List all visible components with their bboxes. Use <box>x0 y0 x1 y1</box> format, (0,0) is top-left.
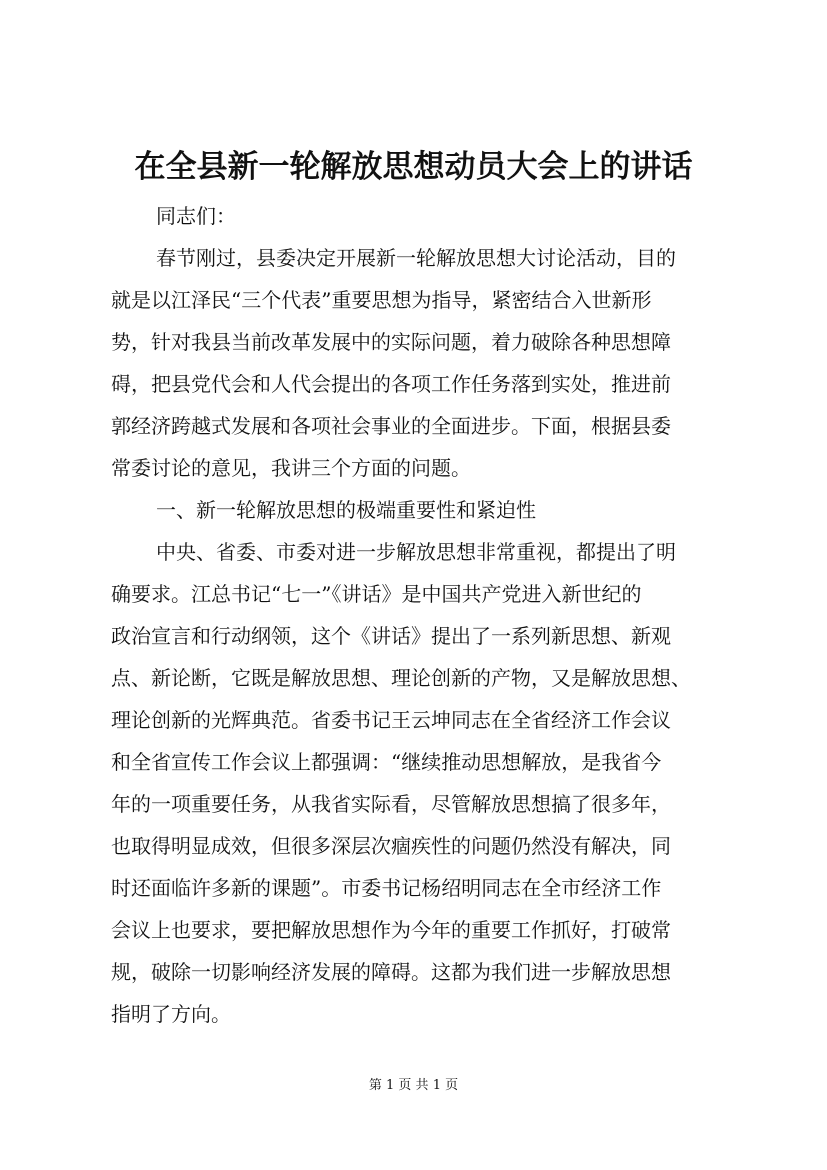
body-line: 会议上也要求，要把解放思想作为今年的重要工作抓好，打破常 <box>111 918 671 942</box>
body-line: 春节刚过，县委决定开展新一轮解放思想大讨论活动，目的 <box>156 246 676 270</box>
body-line: 政治宣言和行动纲领，这个《讲话》提出了一系列新思想、新观 <box>111 624 671 648</box>
body-line: 常委讨论的意见，我讲三个方面的问题。 <box>111 456 471 480</box>
document-title: 在全县新一轮解放思想动员大会上的讲话 <box>134 149 693 185</box>
body-line: 确要求。江总书记“七一”《讲话》是中国共产党进入新世纪的 <box>111 582 642 606</box>
salutation: 同志们： <box>156 204 236 228</box>
page-number-footer: 第 1 页 共 1 页 <box>368 1078 459 1093</box>
body-line: 点、新论断，它既是解放思想、理论创新的产物，又是解放思想、 <box>111 666 691 690</box>
body-line: 也取得明显成效，但很多深层次痼疾性的问题仍然没有解决，同 <box>111 834 671 858</box>
body-line: 势，针对我县当前改革发展中的实际问题，着力破除各种思想障 <box>111 330 671 354</box>
body-line: 年的一项重要任务，从我省实际看，尽管解放思想搞了很多年， <box>111 792 671 816</box>
body-line: 理论创新的光辉典范。省委书记王云坤同志在全省经济工作会议 <box>111 708 671 732</box>
body-line: 中央、省委、市委对进一步解放思想非常重视，都提出了明 <box>156 540 676 564</box>
body-line: 时还面临许多新的课题”。市委书记杨绍明同志在全市经济工作 <box>111 876 662 900</box>
body-line: 就是以江泽民“三个代表”重要思想为指导，紧密结合入世新形 <box>111 288 652 312</box>
section-heading: 一、新一轮解放思想的极端重要性和紧迫性 <box>156 498 536 522</box>
body-line: 规，破除一切影响经济发展的障碍。这都为我们进一步解放思想 <box>111 960 671 984</box>
body-line: 指明了方向。 <box>111 1002 231 1026</box>
body-line: 郭经济跨越式发展和各项社会事业的全面进步。下面，根据县委 <box>111 414 671 438</box>
body-line: 和全省宣传工作会议上都强调：“继续推动思想解放，是我省今 <box>111 750 662 774</box>
body-line: 碍，把县党代会和人代会提出的各项工作任务落到实处，推进前 <box>111 372 671 396</box>
